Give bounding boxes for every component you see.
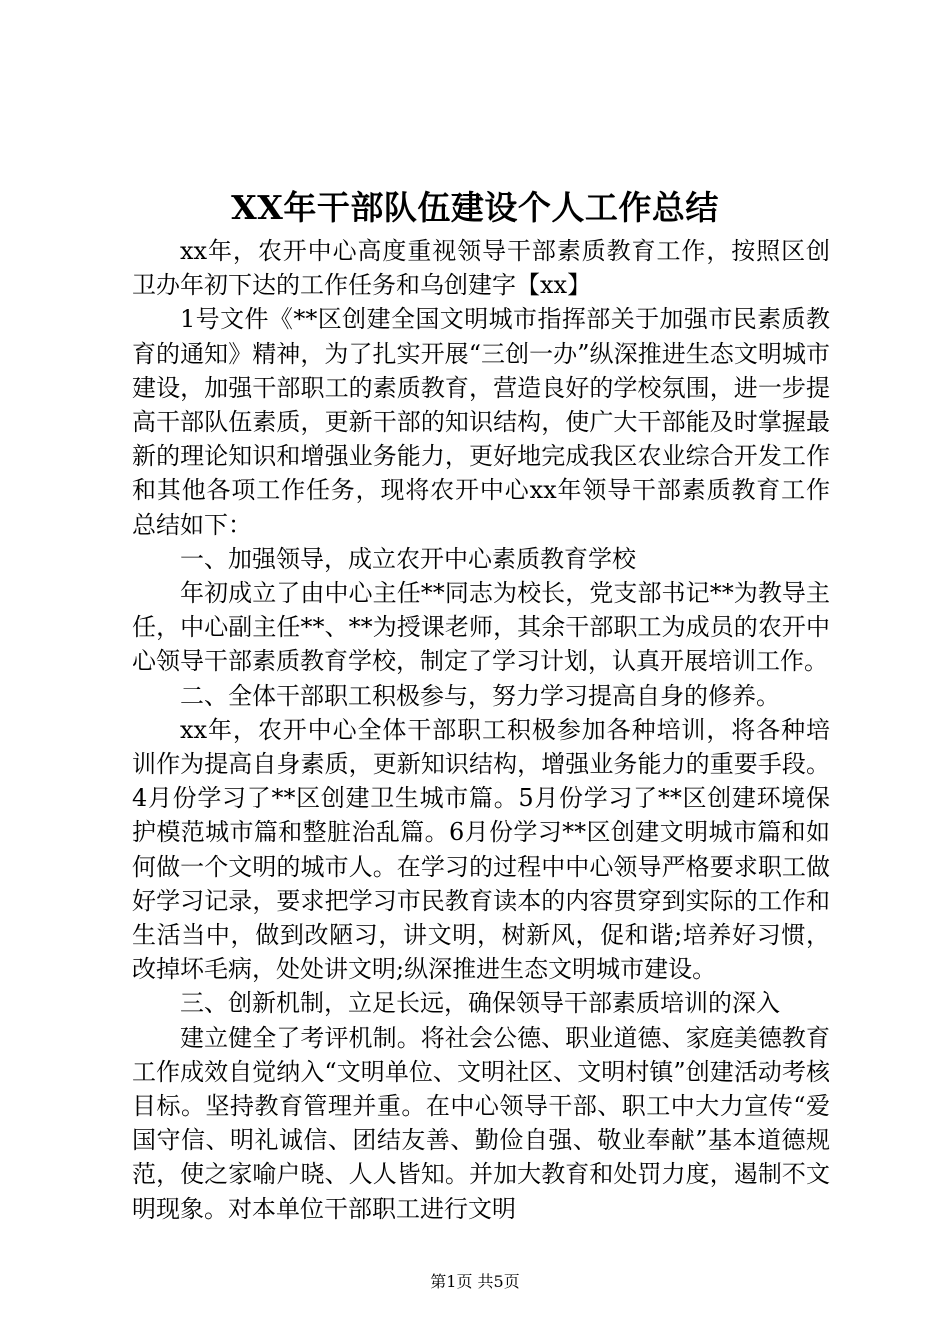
paragraph: xx年，农开中心全体干部职工积极参加各种培训，将各种培训作为提高自身素质，更新知识结构，增强业务能力的重要手段。4月份学习了**区创建卫生城市篇。5月份学习了**区创建环境保护模范城市篇和整脏治乱篇。6月份学习**区创建文明城市篇和如何做一个文明的城市人。在学习的过程中中心领导严格要求职工做好学习记录，要求把学习市民教育读本的内容贯穿到实际的工作和生活当中，做到改陋习，讲文明，树新风，促和谐;培养好习惯，改掉坏毛病，处处讲文明;纵深推进生态文明城市建设。 (132, 715, 830, 984)
page-footer: 第1页 共5页 (430, 1272, 520, 1291)
document-title: XX年干部队伍建设个人工作总结 (231, 188, 719, 227)
paragraph: 1号文件《**区创建全国文明城市指挥部关于加强市民素质教育的通知》精神，为了扎实开展“三创一办”纵深推进生态文明城市建设，加强干部职工的素质教育，营造良好的学校氛围，进一步提高干部队伍素质，更新干部的知识结构，使广大干部能及时掌握最新的理论知识和增强业务能力，更好地完成我区农业综合开发工作和其他各项工作任务，现将农开中心xx年领导干部素质教育工作总结如下： (132, 305, 830, 539)
section-heading: 二、全体干部职工积极参与，努力学习提高自身的修养。 (180, 681, 780, 710)
document-body (132, 234, 830, 1226)
section-heading: 三、创新机制，立足长远，确保领导干部素质培训的深入 (180, 989, 780, 1018)
paragraph: xx年，农开中心高度重视领导干部素质教育工作，按照区创卫办年初下达的工作任务和乌创建字【xx】 (132, 237, 830, 300)
section-heading: 一、加强领导，成立农开中心素质教育学校 (180, 544, 636, 573)
paragraph: 建立健全了考评机制。将社会公德、职业道德、家庭美德教育工作成效自觉纳入“文明单位、文明社区、文明村镇”创建活动考核目标。坚持教育管理并重。在中心领导干部、职工中大力宣传“爱国守信、明礼诚信、团结友善、勤俭自强、敬业奉献”基本道德规范，使之家喻户晓、人人皆知。并加大教育和处罚力度，遏制不文明现象。对本单位干部职工进行文明 (132, 1023, 830, 1223)
paragraph: 年初成立了由中心主任**同志为校长，党支部书记**为教导主任，中心副主任**、**为授课老师，其余干部职工为成员的农开中心领导干部素质教育学校，制定了学习计划，认真开展培训工作。 (132, 579, 830, 676)
